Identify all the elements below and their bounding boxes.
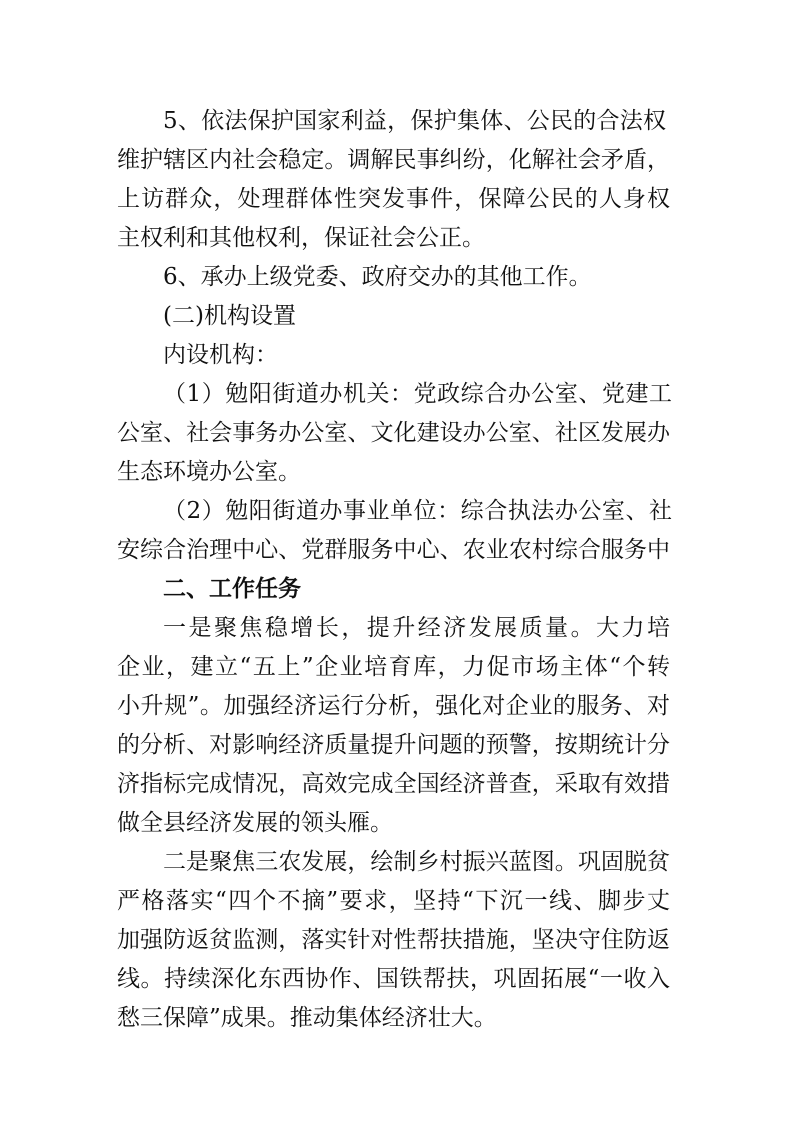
paragraph-line: 愁三保障”成果。推动集体经济壮大。 <box>117 1005 497 1031</box>
paragraph-line: 二是聚焦三农发展，绘制乡村振兴蓝图。巩固脱贫 <box>163 849 670 875</box>
paragraph-line: 企业，建立“五上”企业培育库，力促市场主体“个转 <box>117 654 670 680</box>
paragraph-line: 上访群众，处理群体性突发事件，保障公民的人身权 <box>117 186 670 212</box>
paragraph-line: 公室、社会事务办公室、文化建设办公室、社区发展办 <box>117 420 670 446</box>
paragraph-line: 加强防返贫监测，落实针对性帮扶措施，坚决守住防返 <box>117 927 670 953</box>
paragraph-line: 济指标完成情况，高效完成全国经济普查，采取有效措 <box>117 771 670 797</box>
paragraph-line: 内设机构： <box>163 342 278 368</box>
paragraph-line: 做全县经济发展的领头雁。 <box>117 810 393 836</box>
paragraph-line: 的分析、对影响经济质量提升问题的预警，按期统计分 <box>117 732 670 758</box>
section-title: 二、工作任务 <box>163 576 301 602</box>
paragraph-line: 5、依法保护国家利益，保护集体、公民的合法权 <box>163 108 666 134</box>
paragraph-line: 6、承办上级党委、政府交办的其他工作。 <box>163 264 592 290</box>
paragraph-line: 一是聚焦稳增长，提升经济发展质量。大力培 <box>163 615 670 641</box>
paragraph-line: 维护辖区内社会稳定。调解民事纠纷，化解社会矛盾， <box>117 147 670 173</box>
paragraph-line: 主权利和其他权利，保证社会公正。 <box>117 225 485 251</box>
paragraph-line: 安综合治理中心、党群服务中心、农业农村综合服务中 <box>117 537 670 563</box>
paragraph-line: 严格落实“四个不摘”要求，坚持“下沉一线、脚步丈 <box>117 888 670 914</box>
section-heading: (二)机构设置 <box>163 303 296 329</box>
paragraph-line: （1）勉阳街道办机关：党政综合办公室、党建工 <box>163 381 672 407</box>
paragraph-line: （2）勉阳街道办事业单位：综合执法办公室、社 <box>163 498 672 524</box>
paragraph-line: 小升规”。加强经济运行分析，强化对企业的服务、对 <box>117 693 670 719</box>
paragraph-line: 线。持续深化东西协作、国铁帮扶，巩固拓展“一收入 <box>117 966 670 992</box>
paragraph-line: 生态环境办公室。 <box>117 459 301 485</box>
